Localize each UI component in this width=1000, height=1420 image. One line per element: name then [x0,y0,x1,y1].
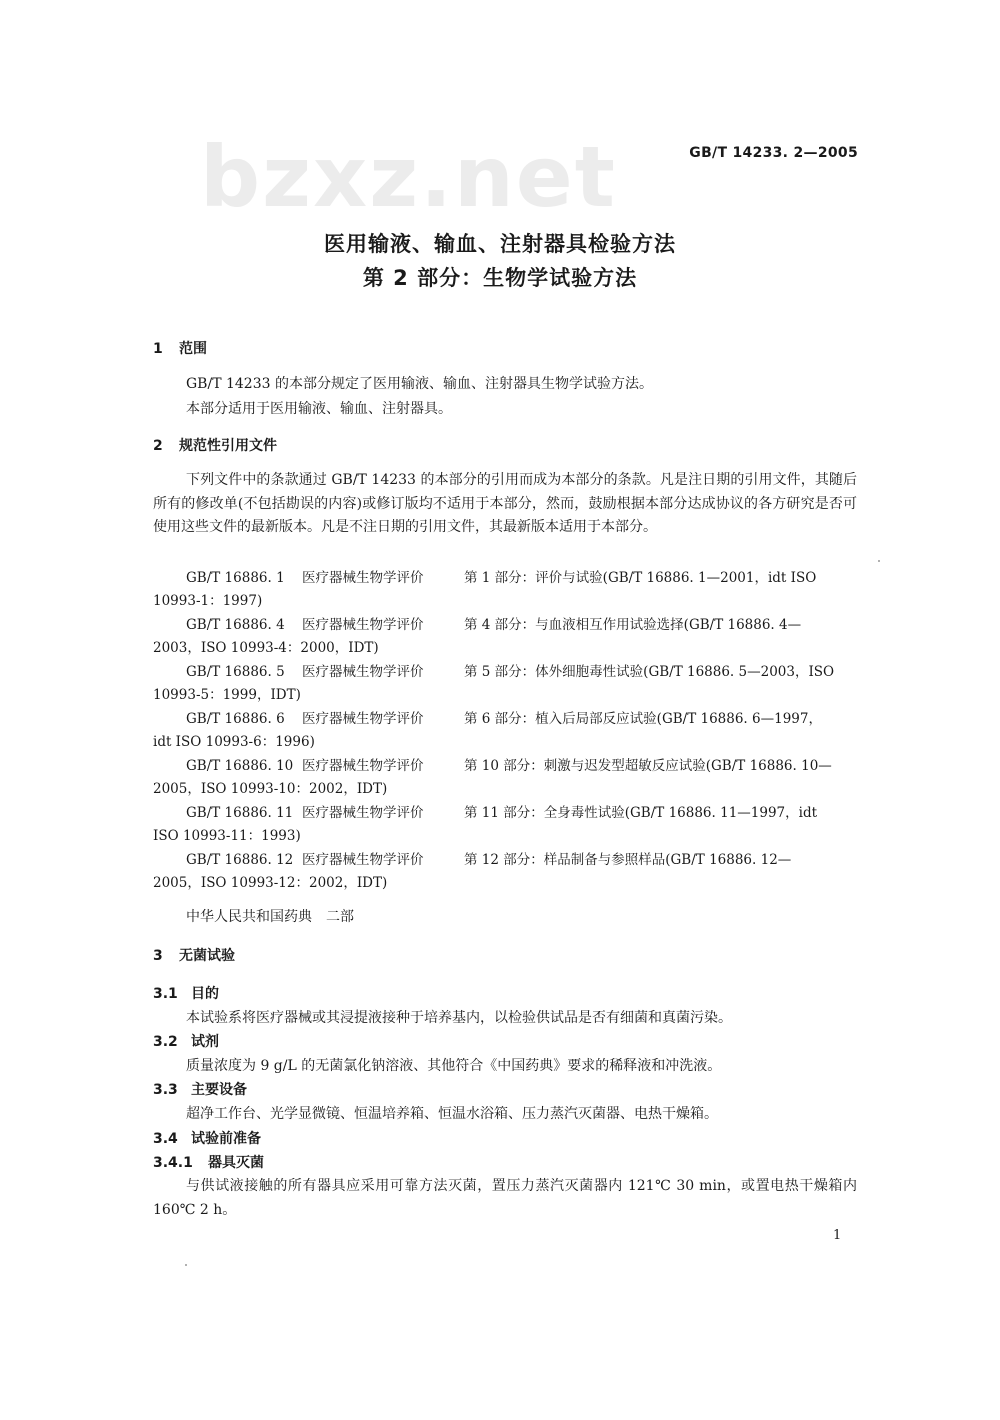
section-number: 3.1 [153,986,178,1002]
section-3-3-heading [153,1079,247,1099]
reference-org: 医疗器械生物学评价 [302,570,424,586]
reference-code: GB/T 16886. 5 [186,664,285,680]
reference-item [153,660,857,707]
page-number: 1 [833,1228,842,1243]
normative-references-intro: 下列文件中的条款通过 GB/T 14233 的本部分的引用而成为本部分的条款。凡是注日期的引用文件，其随后所有的修改单(不包括勘误的内容)或修订版均不适用于本部分，然而，鼓励根据本部分达成协议的各方研究是否可使用这些文件的最新版本。凡是不注日期的引用文件，其最新版本适用于本部分。 [153,472,857,535]
section-3-1-heading [153,983,219,1003]
reference-continuation: 10993-1：1997) [153,593,263,609]
section-3-2-heading [153,1031,219,1051]
section-number: 3 [153,948,163,964]
reference-list [153,566,857,895]
scope-paragraph-2: 本部分适用于医用输液、输血、注射器具。 [186,401,452,417]
section-title: 无菌试验 [179,948,235,964]
reference-code: GB/T 16886. 12 [186,852,294,868]
reference-code: GB/T 16886. 11 [186,805,294,821]
reference-title: 第 11 部分：全身毒性试验(GB/T 16886. 11—1997，idt [464,805,818,821]
section-2-heading [153,435,277,455]
scan-speck [185,1264,187,1266]
reference-org: 医疗器械生物学评价 [302,758,424,774]
section-3-heading [153,945,235,965]
reference-item [153,754,857,801]
document-title: 医用输液、输血、注射器具检验方法 [324,232,676,256]
pharmacopoeia-reference: 中华人民共和国药典 二部 [186,909,354,925]
scope-paragraph-1: GB/T 14233 的本部分规定了医用输液、输血、注射器具生物学试验方法。 [186,376,653,392]
purpose-text: 本试验系将医疗器械或其浸提液接种于培养基内，以检验供试品是否有细菌和真菌污染。 [186,1010,732,1026]
reference-continuation: 2003，ISO 10993-4：2000，IDT) [153,640,379,656]
reference-title: 第 1 部分：评价与试验(GB/T 16886. 1—2001，idt ISO [464,570,817,586]
equipment-text: 超净工作台、光学显微镜、恒温培养箱、恒温水浴箱、压力蒸汽灭菌器、电热干燥箱。 [186,1106,718,1122]
reference-title: 第 10 部分：刺激与迟发型超敏反应试验(GB/T 16886. 10— [464,758,832,774]
reference-title: 第 5 部分：体外细胞毒性试验(GB/T 16886. 5—2003，ISO [464,664,835,680]
reference-title: 第 4 部分：与血液相互作用试验选择(GB/T 16886. 4— [464,617,802,633]
section-title: 器具灭菌 [208,1155,264,1171]
document-subtitle: 第 2 部分：生物学试验方法 [362,266,638,290]
reference-item [153,613,857,660]
reference-continuation: 2005，ISO 10993-12：2002，IDT) [153,875,388,891]
reference-code: GB/T 16886. 6 [186,711,285,727]
section-title: 试验前准备 [191,1131,261,1147]
section-title: 主要设备 [191,1082,247,1098]
section-title: 试剂 [191,1034,219,1050]
reference-continuation: 2005，ISO 10993-10：2002，IDT) [153,781,388,797]
section-title: 规范性引用文件 [179,438,277,454]
reference-continuation: idt ISO 10993-6：1996) [153,734,315,750]
scan-speck [878,560,880,562]
reference-code: GB/T 16886. 1 [186,570,285,586]
reference-org: 医疗器械生物学评价 [302,664,424,680]
reference-code: GB/T 16886. 10 [186,758,294,774]
section-title: 范围 [179,341,207,357]
reference-org: 医疗器械生物学评价 [302,805,424,821]
section-number: 1 [153,341,163,357]
reference-title: 第 6 部分：植入后局部反应试验(GB/T 16886. 6—1997， [464,711,822,727]
reference-item [153,801,857,848]
watermark: bzxz.net [200,128,617,226]
reference-code: GB/T 16886. 4 [186,617,285,633]
reference-continuation: ISO 10993-11：1993) [153,828,301,844]
reference-continuation: 10993-5：1999，IDT) [153,687,301,703]
section-1-heading [153,338,207,358]
section-number: 2 [153,438,163,454]
section-3-4-1-heading [153,1152,264,1172]
reference-org: 医疗器械生物学评价 [302,852,424,868]
section-number: 3.2 [153,1034,178,1050]
reference-org: 医疗器械生物学评价 [302,711,424,727]
reference-item [153,566,857,613]
section-number: 3.4 [153,1131,178,1147]
section-number: 3.4.1 [153,1155,193,1171]
sterilization-text: 与供试液接触的所有器具应采用可靠方法灭菌，置压力蒸汽灭菌器内 121℃ 30 min，或置电热干燥箱内 160℃ 2 h。 [153,1178,857,1218]
section-title: 目的 [191,986,219,1002]
standard-number: GB/T 14233. 2—2005 [689,145,858,161]
section-3-4-heading [153,1128,261,1148]
reference-item [153,707,857,754]
reference-org: 医疗器械生物学评价 [302,617,424,633]
reference-title: 第 12 部分：样品制备与参照样品(GB/T 16886. 12— [464,852,792,868]
section-number: 3.3 [153,1082,178,1098]
reagent-text: 质量浓度为 9 g/L 的无菌氯化钠溶液、其他符合《中国药典》要求的稀释液和冲洗液。 [186,1058,722,1074]
reference-item [153,848,857,895]
